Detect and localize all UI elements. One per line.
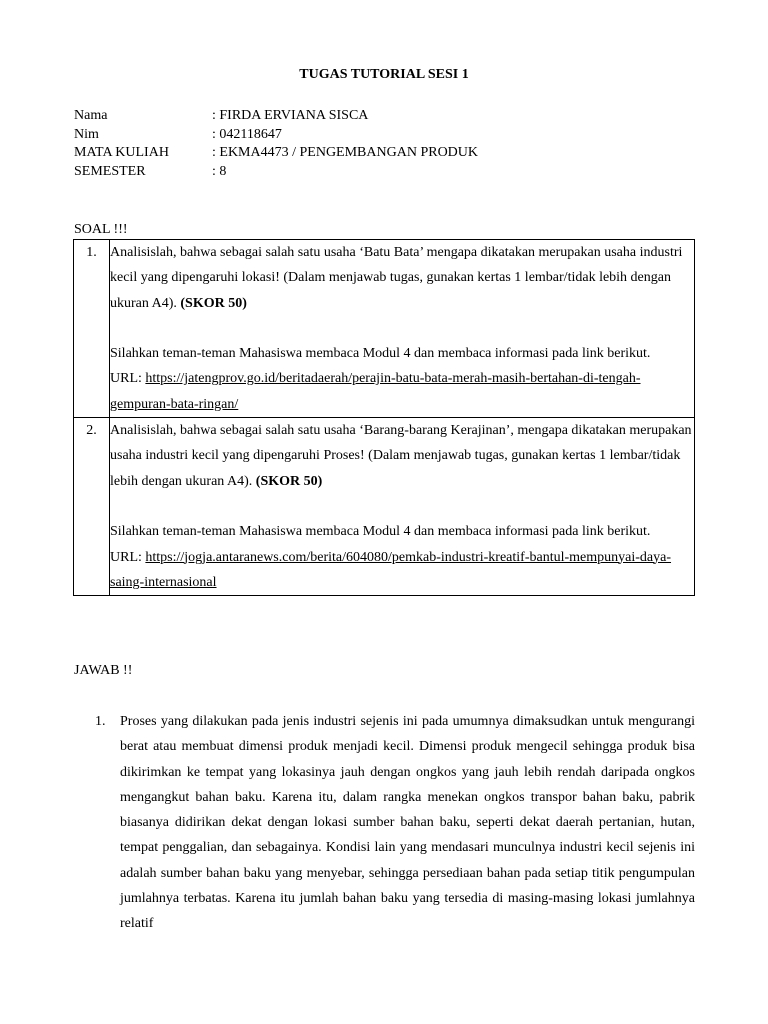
question-prompt: Analisislah, bahwa sebagai salah satu usaha ‘Batu Bata’ mengapa dikatakan merupakan usaha industri kecil yang dipengaruhi lokasi! (Dalam menjawab tugas, gunakan kertas 1 lembar/tidak lebih dengan ukuran A4). [110, 245, 683, 311]
url-label: URL: [110, 371, 146, 387]
info-row-course [74, 144, 478, 163]
info-value: : 042118647 [212, 126, 282, 142]
url-label: URL: [110, 549, 146, 565]
question-url-line [110, 366, 694, 417]
question-link[interactable]: https://jogja.antaranews.com/berita/604080/pemkab-industri-kreatif-bantul-mempunyai-daya-saing-internasional [110, 549, 672, 590]
question-body [110, 240, 695, 418]
question-score: (SKOR 50) [180, 295, 247, 311]
question-instruction: Silahkan teman-teman Mahasiswa membaca Modul 4 dan membaca informasi pada link berikut. [110, 524, 651, 540]
info-row-name [74, 107, 478, 126]
document-title: TUGAS TUTORIAL SESI 1 [299, 67, 469, 82]
answers-heading: JAWAB !! [74, 663, 133, 678]
answer-item [95, 709, 695, 937]
info-row-nim [74, 126, 478, 145]
info-value: : EKMA4473 / PENGEMBANGAN PRODUK [212, 145, 479, 161]
info-label: SEMESTER [74, 164, 146, 180]
info-label: Nama [74, 108, 108, 123]
question-row [74, 240, 695, 418]
question-body [110, 418, 695, 596]
question-score: (SKOR 50) [255, 473, 323, 489]
question-row [74, 418, 695, 596]
info-value: : FIRDA ERVIANA SISCA [212, 108, 369, 123]
question-number: 2. [74, 418, 110, 596]
question-number: 1. [74, 240, 110, 418]
question-text [110, 240, 694, 316]
info-value: : 8 [212, 164, 227, 180]
questions-table [73, 239, 695, 596]
answer-number: 1. [95, 714, 106, 729]
spacer [110, 316, 694, 341]
question-text [110, 418, 694, 494]
info-label: Nim [74, 126, 99, 142]
question-link[interactable]: https://jatengprov.go.id/beritadaerah/perajin-batu-bata-merah-masih-bertahan-di-tengah-gempuran-bata-ringan/ [110, 371, 641, 412]
info-label: MATA KULIAH [74, 145, 169, 161]
spacer [110, 494, 694, 519]
student-info [74, 107, 478, 182]
question-instruction: Silahkan teman-teman Mahasiswa membaca Modul 4 dan membaca informasi pada link berikut. [110, 346, 651, 362]
question-url-line [110, 545, 694, 596]
info-row-semester [74, 163, 478, 182]
answer-text: Proses yang dilakukan pada jenis industri sejenis ini pada umumnya dimaksudkan untuk mengurangi berat atau membuat dimensi produk menjadi kecil. Dimensi produk mengecil sehingga produk bisa dikirimkan ke tempat yang lokasinya jauh dengan ongkos yang jauh lebih rendah daripada ongkos mengangkut bahan baku. Karena itu, dalam rangka menekan ongkos transpor bahan baku, pabrik biasanya didirikan dekat dengan lokasi sumber bahan baku, seperti dekat daerah pertanian, hutan, tempat penggalian, dan sebagainya. Kondisi lain yang mendasari munculnya industri kecil sejenis ini adalah sumber bahan baku yang menyebar, sehingga persediaan bahan pada setiap titik pengumpulan jumlahnya terbatas. Karena itu jumlah bahan baku yang tersedia di masing-masing lokasi jumlahnya relatif [120, 714, 695, 932]
questions-heading: SOAL !!! [74, 222, 128, 237]
question-prompt: Analisislah, bahwa sebagai salah satu usaha ‘Barang-barang Kerajinan’, mengapa dikatakan merupakan usaha industri kecil yang dipengaruhi Proses! (Dalam menjawab tugas, gunakan kertas 1 lembar/tidak lebih dengan ukuran A4). [110, 423, 692, 489]
